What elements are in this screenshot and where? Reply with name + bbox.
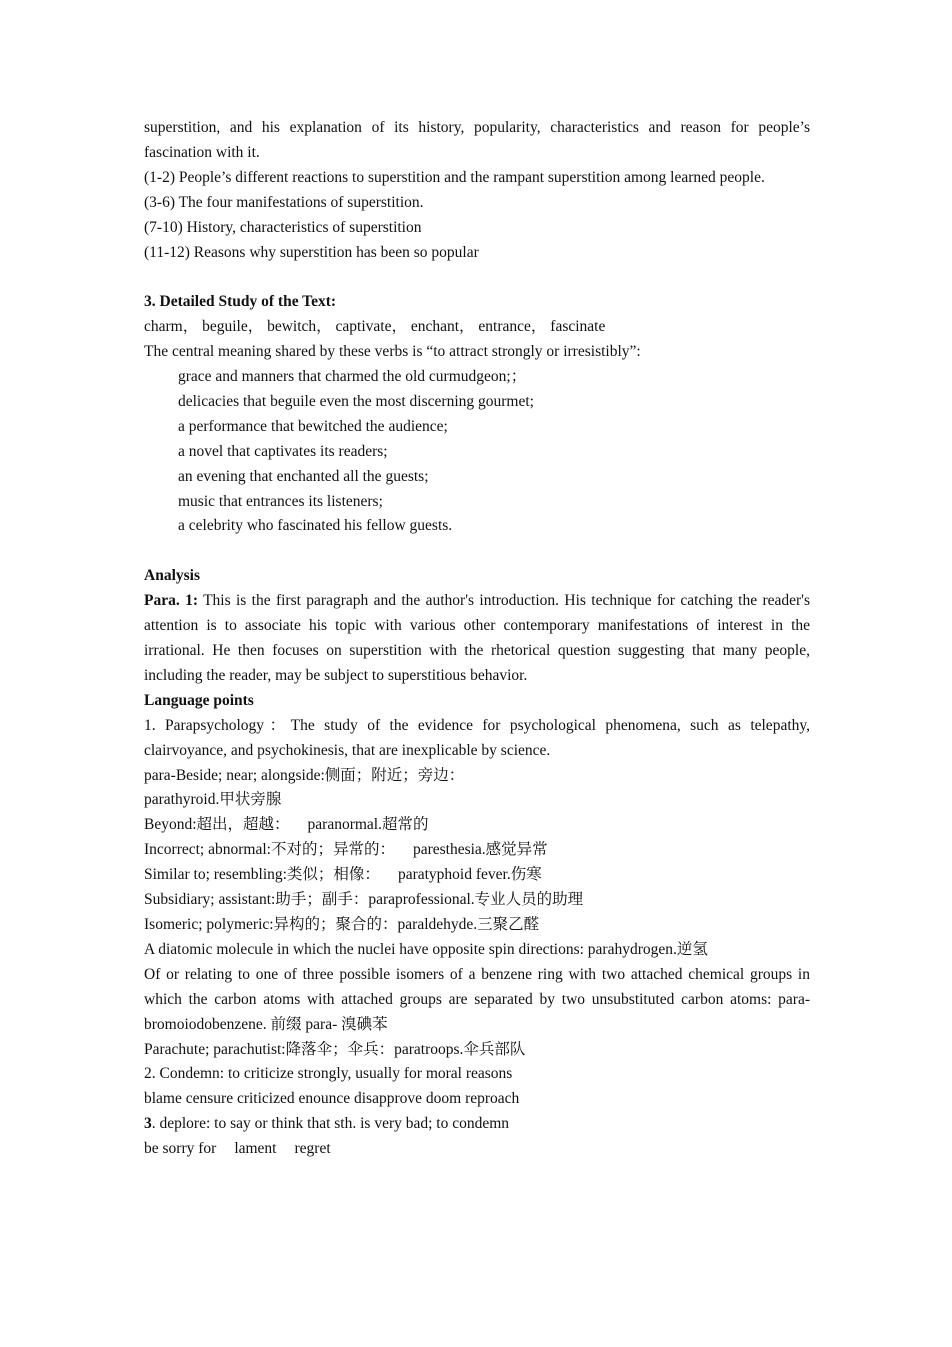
synonym: lament [234, 1140, 277, 1158]
synonym-list: blame censure criticized enounce disapprove doom reproach [144, 1090, 520, 1108]
prefix-sense [144, 863, 810, 888]
outline-item: (1-2) People’s different reactions to superstition and the rampant superstition among learned people. [144, 168, 765, 186]
point-definition: 1. Parapsychology：The study of the evidence for psychological phenomena, such as telepathy, clairvoyance, and psychokinesis, that are inexplicable by science. [144, 716, 810, 759]
verb-list: charm， beguile， bewitch， captivate， enchant， entrance， fascinate [144, 318, 606, 336]
prefix-sense: para-Beside; near; alongside:侧面；附近；旁边： [144, 766, 465, 784]
language-points-heading: Language points [144, 691, 254, 709]
example-line: a novel that captivates its readers; [178, 442, 388, 460]
para-text: This is the first paragraph and the author's introduction. His technique for catching the reader's attention is to associate his topic with various other contemporary manifestations of interest in the irrational. He then focuses on superstition with the rhetorical question suggesting that many people, including the reader, may be subject to superstitious behavior. [144, 592, 810, 684]
synonym: regret [294, 1140, 331, 1158]
sense-label: Incorrect; abnormal:不对的；异常的： [144, 841, 395, 859]
point-definition [144, 1112, 810, 1137]
analysis-paragraph [144, 589, 810, 689]
prefix-sense: Of or relating to one of three possible isomers of a benzene ring with two attached chemical groups in which the carbon atoms with attached groups are separated by two unsubstituted carbon atoms: para- bromoiodobenzene. 前缀 para- 溴碘苯 [144, 965, 810, 1033]
summary-line: superstition, and his explanation of its history, popularity, characteristics and reason for people’s fascination with it. [144, 119, 810, 161]
prefix-sense: Subsidiary; assistant:助手；副手：paraprofessional.专业人员的助理 [144, 891, 584, 909]
sense-label: Similar to; resembling:类似；相像： [144, 866, 380, 884]
point-text: . deplore: to say or think that sth. is very bad; to condemn [151, 1115, 510, 1133]
central-meaning: The central meaning shared by these verbs is “to attract strongly or irresistibly”: [144, 343, 641, 361]
prefix-sense [144, 838, 810, 863]
prefix-example: parathyroid.甲状旁腺 [144, 791, 282, 809]
sense-example: paratyphoid fever.伤寒 [397, 866, 542, 884]
sense-label: Beyond:超出，超越： [144, 816, 290, 834]
example-line: delicacies that beguile even the most discerning gourmet; [178, 392, 534, 410]
synonym: be sorry for [144, 1140, 217, 1158]
prefix-sense: Parachute; parachutist:降落伞；伞兵：paratroops.伞兵部队 [144, 1040, 526, 1058]
point-number: 3 [144, 1115, 152, 1133]
example-line: a performance that bewitched the audience; [178, 417, 448, 435]
sense-example: paresthesia.感觉异常 [412, 841, 548, 859]
analysis-heading: Analysis [144, 567, 200, 585]
example-line: an evening that enchanted all the guests; [178, 467, 429, 485]
synonym-list [144, 1137, 810, 1162]
spacer [144, 265, 810, 290]
example-line: a celebrity who fascinated his fellow guests. [178, 517, 453, 535]
example-line: music that entrances its listeners; [178, 492, 383, 510]
sense-example: paranormal.超常的 [307, 816, 429, 834]
section-heading: 3. Detailed Study of the Text: [144, 293, 337, 311]
spacer [144, 539, 810, 564]
outline-item: (7-10) History, characteristics of superstition [144, 218, 422, 236]
prefix-sense [144, 813, 810, 838]
prefix-sense: Isomeric; polymeric:异构的；聚合的：paraldehyde.三聚乙醛 [144, 915, 540, 933]
prefix-sense: A diatomic molecule in which the nuclei have opposite spin directions: parahydrogen.逆氢 [144, 940, 708, 958]
outline-item: (3-6) The four manifestations of superstition. [144, 193, 424, 211]
document-page [144, 116, 810, 1162]
para-label: Para. 1: [144, 592, 198, 610]
example-line: grace and manners that charmed the old curmudgeon;； [178, 368, 527, 386]
outline-item: (11-12) Reasons why superstition has been so popular [144, 243, 479, 261]
point-definition: 2. Condemn: to criticize strongly, usually for moral reasons [144, 1065, 513, 1083]
